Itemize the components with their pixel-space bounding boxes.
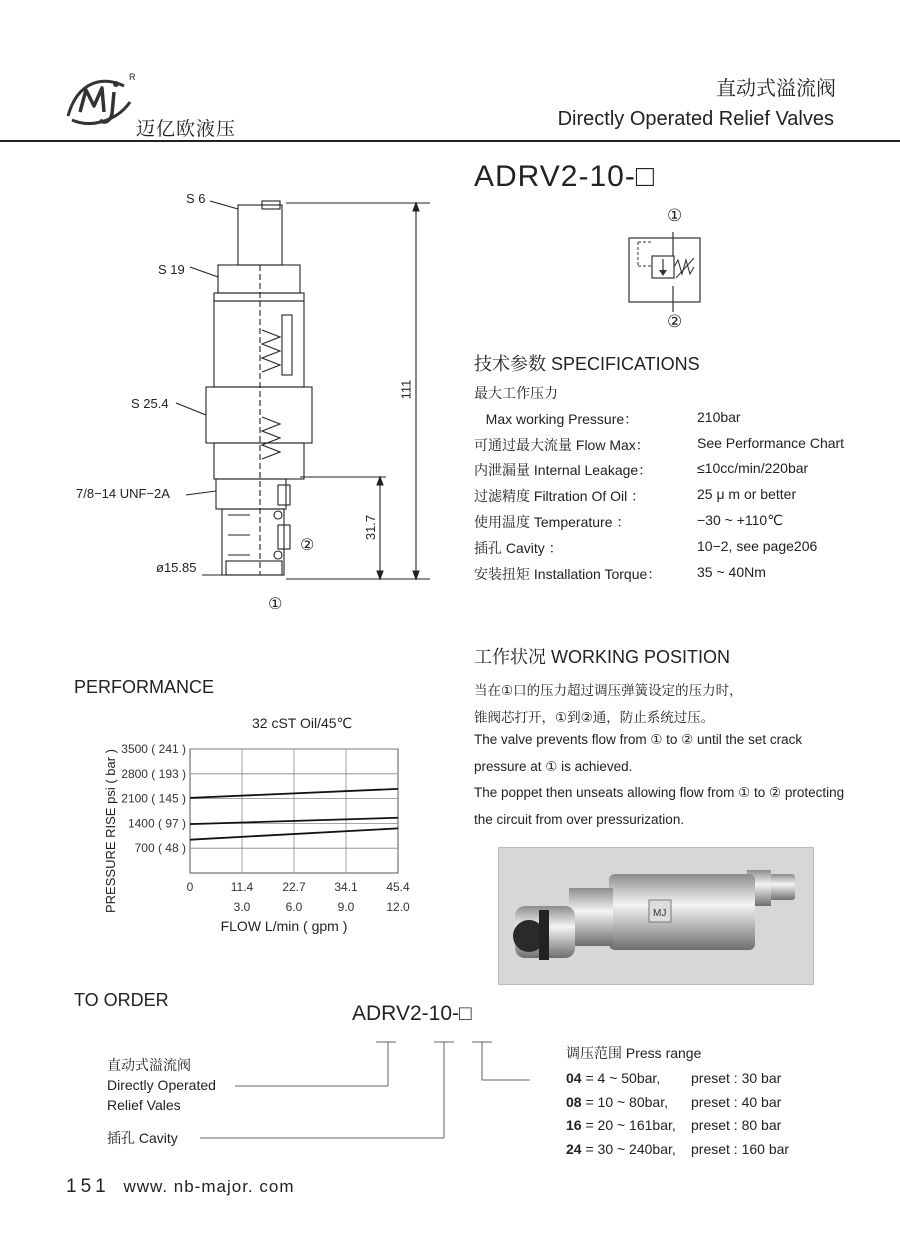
order-leader-lines bbox=[190, 1036, 530, 1146]
label-s254: S 25.4 bbox=[131, 396, 169, 411]
y-tick-label: 700 ( 48 ) bbox=[134, 841, 186, 856]
spec-label: 可通过最大流量 Flow Max： bbox=[474, 436, 650, 453]
x-tick-label: 11.4 bbox=[230, 880, 254, 894]
x-tick-label: 34.1 bbox=[334, 880, 358, 894]
performance-heading: PERFORMANCE bbox=[74, 677, 215, 697]
y-tick-label: 2800 ( 193 ) bbox=[121, 766, 186, 781]
press-range-item bbox=[566, 1094, 668, 1110]
page-title-cn: 直动式溢流阀 bbox=[716, 76, 836, 100]
y-tick-label: 3500 ( 241 ) bbox=[121, 742, 186, 756]
x-tick-label-gpm: 6.0 bbox=[285, 900, 303, 914]
press-range-preset: preset : 80 bar bbox=[691, 1117, 782, 1133]
company-logo bbox=[60, 72, 136, 134]
label-s6: S 6 bbox=[186, 191, 206, 206]
spec-label: Max working Pressure： bbox=[474, 410, 639, 427]
dim-317: 31.7 bbox=[363, 514, 379, 541]
spec-label: 安装扭矩 Installation Torque： bbox=[474, 565, 662, 582]
x-tick-label-gpm: 12.0 bbox=[386, 900, 410, 914]
spec-value: ≤10cc/min/220bar bbox=[697, 460, 809, 477]
press-range-code: 08 bbox=[566, 1093, 582, 1110]
press-range-preset: preset : 30 bar bbox=[691, 1070, 782, 1086]
photo-emblem bbox=[649, 900, 671, 922]
spec-label: 插孔 Cavity ： bbox=[474, 539, 563, 556]
label-diameter: ø15.85 bbox=[156, 560, 197, 575]
press-range-item bbox=[566, 1070, 660, 1086]
x-tick-label-gpm: 3.0 bbox=[233, 900, 251, 914]
product-photo bbox=[498, 847, 814, 985]
spec-value: See Performance Chart bbox=[697, 434, 845, 451]
press-range-item bbox=[566, 1141, 676, 1157]
spec-label: 内泄漏量 Internal Leakage： bbox=[474, 462, 653, 479]
working-position-line: 锥阀芯打开，①到②通，防止系统过压。 bbox=[474, 709, 715, 725]
spec-value: 35 ~ 40Nm bbox=[697, 563, 766, 580]
order-label-cavity: 插孔 Cavity bbox=[107, 1130, 178, 1146]
working-position-line: the circuit from over pressurization. bbox=[474, 811, 685, 827]
press-range-value: = 10 ~ 80bar, bbox=[581, 1093, 668, 1110]
label-s19: S 19 bbox=[158, 262, 185, 277]
spec-label: 最大工作压力 bbox=[474, 385, 558, 401]
to-order-heading: TO ORDER bbox=[74, 990, 169, 1010]
press-range-value: = 20 ~ 161bar, bbox=[581, 1117, 676, 1133]
drawing-port-1: ① bbox=[268, 596, 283, 613]
press-range-preset: preset : 40 bar bbox=[691, 1093, 782, 1110]
hydraulic-symbol bbox=[628, 232, 702, 312]
press-range-item bbox=[566, 1117, 676, 1133]
press-range-code: 24 bbox=[566, 1140, 582, 1157]
chart-title: 32 cST Oil/45℃ bbox=[252, 715, 353, 731]
press-range-preset: preset : 160 bar bbox=[691, 1140, 790, 1157]
press-range-heading: 调压范围 Press range bbox=[566, 1045, 702, 1061]
y-tick-label: 1400 ( 97 ) bbox=[127, 816, 186, 831]
header-divider bbox=[0, 140, 900, 142]
brand-name: 迈亿欧液压 bbox=[136, 118, 237, 140]
spec-value: 25 μ m or better bbox=[697, 486, 797, 503]
press-range-value: = 4 ~ 50bar, bbox=[581, 1070, 661, 1086]
spec-value: 10−2, see page206 bbox=[697, 537, 818, 554]
press-range-value: = 30 ~ 240bar, bbox=[581, 1140, 676, 1157]
specifications-heading: 技术参数 SPECIFICATIONS bbox=[474, 354, 700, 374]
working-position-line: The valve prevents flow from ① to ② until the set crack bbox=[474, 732, 803, 747]
y-axis-label: PRESSURE RISE psi ( bar ) bbox=[103, 749, 118, 913]
performance-chart bbox=[60, 735, 420, 940]
x-tick-label: 45.4 bbox=[386, 880, 410, 894]
spec-label: 使用温度 Temperature ： bbox=[474, 514, 631, 530]
x-tick-label-gpm: 9.0 bbox=[337, 900, 355, 914]
page-title-en: Directly Operated Relief Valves bbox=[557, 108, 834, 130]
spec-value: −30 ~ +110℃ bbox=[697, 512, 783, 528]
working-position-line: pressure at ① is achieved. bbox=[474, 758, 633, 774]
page-footer bbox=[66, 1176, 294, 1198]
y-tick-label: 2100 ( 145 ) bbox=[121, 791, 186, 806]
press-range-code: 16 bbox=[566, 1117, 582, 1133]
working-position-line: 当在①口的压力超过调压弹簧设定的压力时， bbox=[474, 683, 743, 698]
spec-label: 过滤精度 Filtration Of Oil ： bbox=[474, 488, 646, 505]
svg-text:MJ: MJ bbox=[653, 908, 667, 919]
label-thread: 7/8−14 UNF−2A bbox=[76, 486, 170, 501]
x-tick-label: 22.7 bbox=[282, 880, 306, 894]
model-code: ADRV2-10-□ bbox=[474, 160, 655, 193]
x-axis-label: FLOW L/min ( gpm ) bbox=[220, 918, 348, 934]
registered-mark: R bbox=[129, 72, 136, 82]
valve-cross-section-drawing bbox=[150, 195, 440, 595]
working-position-line: The poppet then unseats allowing flow from ① to ② protecting bbox=[474, 785, 845, 800]
drawing-port-2: ② bbox=[300, 537, 315, 554]
symbol-port-1: ① bbox=[667, 206, 683, 225]
x-tick-label: 0 bbox=[186, 880, 194, 894]
page-number: 151 bbox=[66, 1176, 110, 1197]
press-range-code: 04 bbox=[566, 1070, 582, 1086]
spec-value: 210bar bbox=[697, 408, 741, 425]
dim-111: 111 bbox=[398, 379, 414, 400]
symbol-port-2: ② bbox=[667, 312, 683, 331]
order-code: ADRV2-10-□ bbox=[352, 1002, 472, 1025]
website-url: www. nb-major. com bbox=[123, 1177, 295, 1196]
order-label-type: 直动式溢流阀 Directly Operated Relief Vales bbox=[107, 1057, 216, 1113]
working-position-heading: 工作状况 WORKING POSITION bbox=[474, 647, 731, 667]
